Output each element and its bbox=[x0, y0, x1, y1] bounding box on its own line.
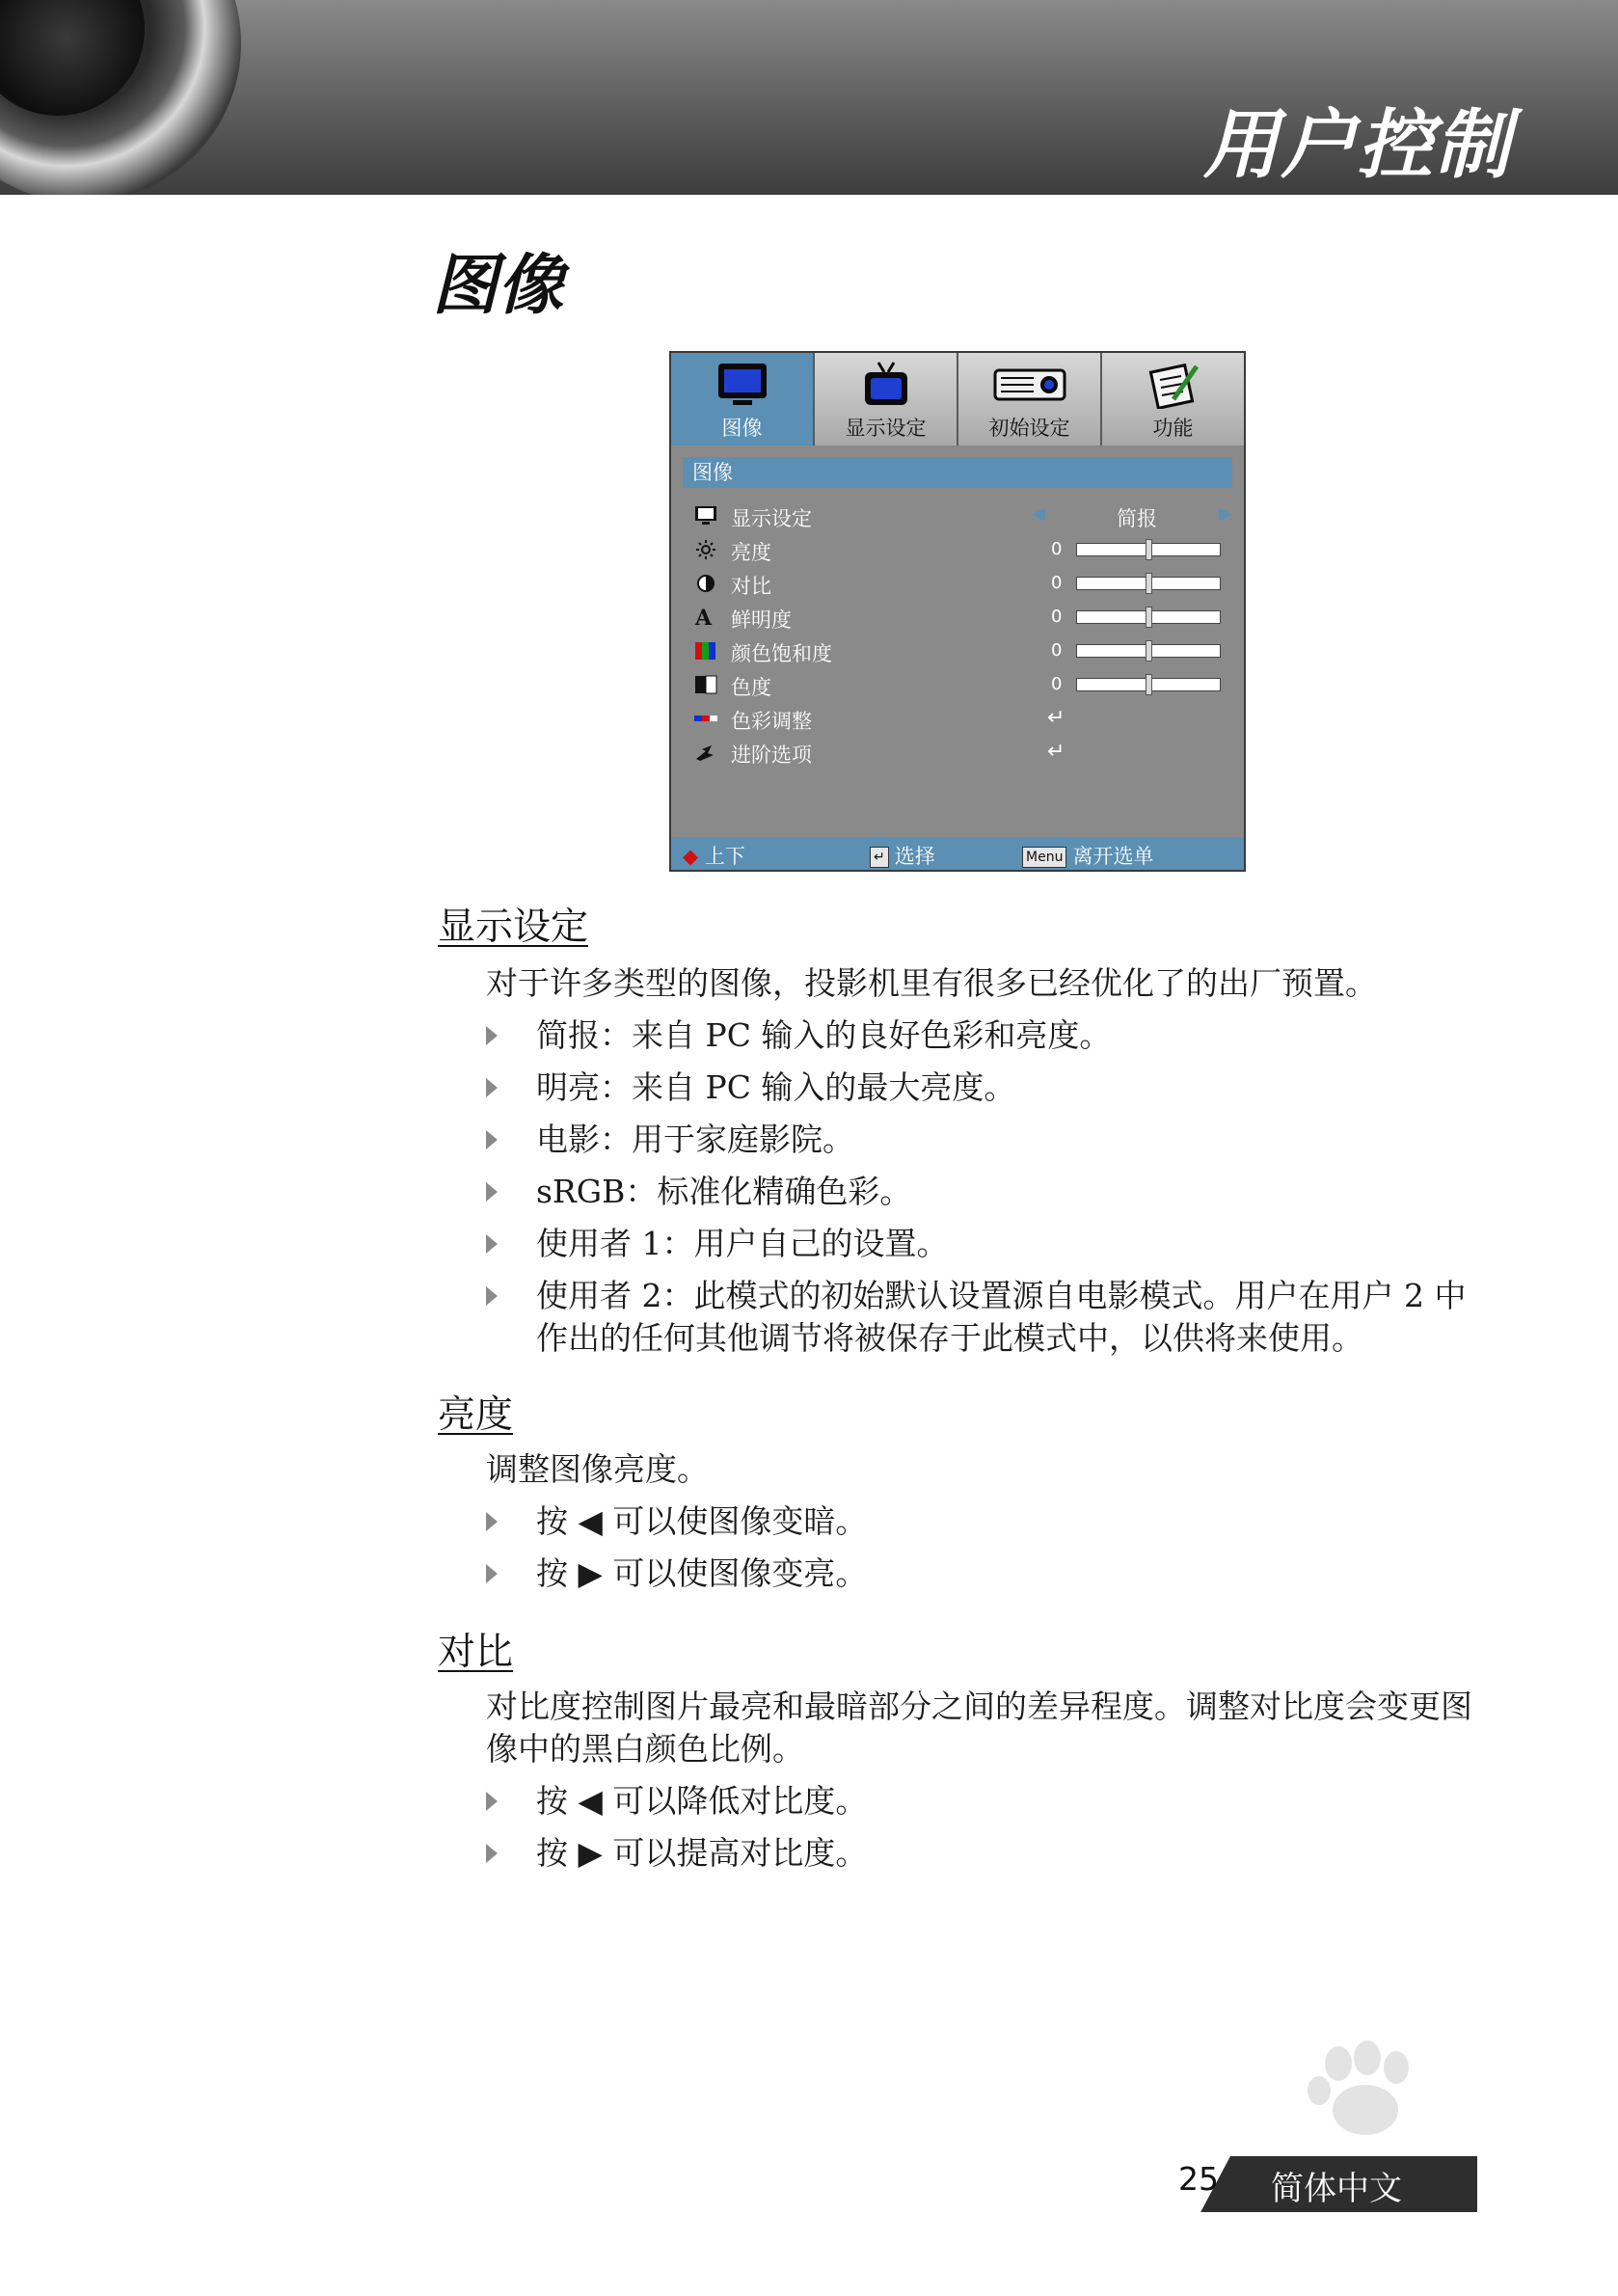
menu-key-icon: Menu bbox=[1022, 847, 1066, 868]
left-arrow-icon[interactable]: ◀ bbox=[1032, 503, 1045, 524]
slider-value: 0 bbox=[1051, 539, 1063, 559]
saturation-slider[interactable] bbox=[1076, 644, 1221, 658]
tint-slider[interactable] bbox=[1076, 678, 1221, 691]
bullet-text: 按 ▶ 可以使图像变亮。 bbox=[536, 1554, 868, 1592]
slider-knob[interactable] bbox=[1146, 674, 1152, 695]
projector-icon bbox=[991, 361, 1068, 409]
advanced-icon bbox=[692, 742, 719, 763]
slider-knob[interactable] bbox=[1146, 573, 1152, 594]
display-mode-value: 简报 bbox=[1117, 507, 1157, 530]
page-number: 25 bbox=[1178, 2160, 1219, 2198]
osd-row-saturation[interactable] bbox=[685, 635, 1234, 667]
bullet-arrow-icon bbox=[486, 1844, 498, 1863]
bullet-arrow-icon bbox=[486, 1792, 498, 1811]
bullet-text: 按 ◀ 可以降低对比度。 bbox=[536, 1782, 868, 1820]
notepad-icon bbox=[1145, 361, 1202, 409]
osd-row-label: 亮度 bbox=[731, 541, 771, 564]
enter-key-icon: ↵ bbox=[870, 847, 889, 868]
slider-value: 0 bbox=[1051, 674, 1063, 694]
section-heading-brightness: 亮度 bbox=[438, 1393, 514, 1437]
section-heading-contrast: 对比 bbox=[438, 1631, 514, 1674]
osd-row-label: 颜色饱和度 bbox=[731, 642, 832, 665]
slider-value: 0 bbox=[1051, 573, 1063, 593]
osd-footer bbox=[671, 837, 1244, 870]
osd-row-tint[interactable] bbox=[685, 668, 1234, 701]
osd-row-label: 色彩调整 bbox=[731, 710, 812, 733]
color-bars-icon bbox=[692, 640, 719, 662]
bullet-arrow-icon bbox=[486, 1078, 498, 1097]
section-intro: 对比度控制图片最亮和最暗部分之间的差异程度。调整对比度会变更图像中的黑白颜色比例。 bbox=[486, 1688, 1472, 1768]
osd-footer-exit bbox=[1022, 841, 1153, 870]
osd-row-label: 进阶选项 bbox=[731, 743, 812, 767]
tv-icon bbox=[859, 361, 913, 409]
osd-tab-setup[interactable] bbox=[958, 353, 1102, 446]
bullet-text: 明亮：来自 PC 输入的最大亮度。 bbox=[536, 1068, 1016, 1106]
osd-tab-label: 初始设定 bbox=[988, 417, 1070, 440]
slider-knob[interactable] bbox=[1146, 539, 1152, 560]
section-intro: 调整图像亮度。 bbox=[486, 1450, 709, 1488]
osd-section-title: 图像 bbox=[683, 457, 1232, 488]
monitor-icon bbox=[692, 505, 719, 527]
bullet-arrow-icon bbox=[486, 1026, 498, 1045]
slider-value: 0 bbox=[1051, 640, 1063, 661]
osd-row-advanced[interactable] bbox=[685, 736, 1234, 769]
bullet-text: sRGB：标准化精确色彩。 bbox=[536, 1173, 912, 1210]
sharpness-icon bbox=[692, 607, 719, 628]
osd-tab-label: 显示设定 bbox=[845, 417, 927, 440]
bullet-text: 使用者 2：此模式的初始默认设置源自电影模式。用户在用户 2 中作出的任何其他调节将被保存于此模式中，以供将来使用。 bbox=[536, 1277, 1467, 1357]
bullet-text: 电影：用于家庭影院。 bbox=[536, 1121, 854, 1158]
select-label: 选择 bbox=[894, 845, 935, 868]
osd-row-brightness[interactable] bbox=[685, 533, 1234, 566]
osd-row-label: 对比 bbox=[731, 575, 771, 598]
osd-footer-select bbox=[870, 841, 935, 870]
osd-tab-label: 功能 bbox=[1152, 417, 1194, 440]
contrast-icon bbox=[692, 573, 719, 594]
right-arrow-icon[interactable]: ▶ bbox=[1219, 503, 1232, 524]
page-title: 图像 bbox=[432, 248, 564, 324]
osd-tab-label: 图像 bbox=[721, 417, 763, 440]
exit-label: 离开选单 bbox=[1072, 845, 1154, 868]
osd-tab-display[interactable] bbox=[815, 353, 958, 446]
osd-row-sharpness[interactable] bbox=[685, 601, 1234, 634]
bullet-arrow-icon bbox=[486, 1182, 498, 1202]
bullet-arrow-icon bbox=[486, 1234, 498, 1254]
header-title: 用户控制 bbox=[1202, 102, 1512, 189]
contrast-slider[interactable] bbox=[1076, 577, 1221, 590]
enter-icon[interactable]: ↵ bbox=[1047, 740, 1065, 764]
brightness-icon bbox=[692, 539, 719, 560]
osd-row-label: 鲜明度 bbox=[731, 608, 792, 632]
brightness-slider[interactable] bbox=[1076, 543, 1221, 556]
monitor-icon bbox=[715, 361, 769, 409]
bullet-arrow-icon bbox=[486, 1512, 498, 1531]
section-intro: 对于许多类型的图像，投影机里有很多已经优化了的出厂预置。 bbox=[486, 964, 1377, 1002]
slider-knob[interactable] bbox=[1146, 640, 1152, 662]
footer-language: 简体中文 bbox=[1271, 2170, 1402, 2208]
bullet-arrow-icon bbox=[486, 1564, 498, 1583]
bullet-arrow-icon bbox=[486, 1130, 498, 1149]
osd-row-label: 色度 bbox=[731, 676, 771, 699]
slider-value: 0 bbox=[1051, 607, 1063, 627]
header-band bbox=[0, 0, 1618, 195]
osd-row-color-settings[interactable] bbox=[685, 702, 1234, 735]
bullet-text: 按 ◀ 可以使图像变暗。 bbox=[536, 1502, 868, 1540]
osd-row-contrast[interactable] bbox=[685, 567, 1234, 600]
updown-arrow-icon: ◆ bbox=[683, 845, 699, 868]
osd-tab-options[interactable] bbox=[1102, 353, 1244, 446]
enter-icon[interactable]: ↵ bbox=[1047, 706, 1065, 730]
updown-label: 上下 bbox=[704, 845, 745, 868]
bullet-text: 按 ▶ 可以提高对比度。 bbox=[536, 1834, 868, 1872]
osd-footer-updown bbox=[683, 841, 745, 870]
bullet-text: 使用者 1：用户自己的设置。 bbox=[536, 1225, 949, 1262]
osd-tab-image[interactable] bbox=[671, 353, 815, 446]
slider-knob[interactable] bbox=[1146, 607, 1152, 628]
color-adjust-icon bbox=[692, 708, 719, 729]
osd-row-display-mode[interactable] bbox=[685, 500, 1234, 532]
osd-row-label: 显示设定 bbox=[731, 507, 812, 530]
bullet-text: 简报：来自 PC 输入的良好色彩和亮度。 bbox=[536, 1016, 1112, 1054]
svg-text:A: A bbox=[695, 607, 713, 628]
section-heading-display-mode: 显示设定 bbox=[438, 905, 589, 949]
tint-icon bbox=[692, 674, 719, 695]
bullet-arrow-icon bbox=[486, 1286, 498, 1306]
osd-tabs bbox=[671, 353, 1244, 446]
osd-menu bbox=[669, 351, 1246, 872]
sharpness-slider[interactable] bbox=[1076, 610, 1221, 624]
